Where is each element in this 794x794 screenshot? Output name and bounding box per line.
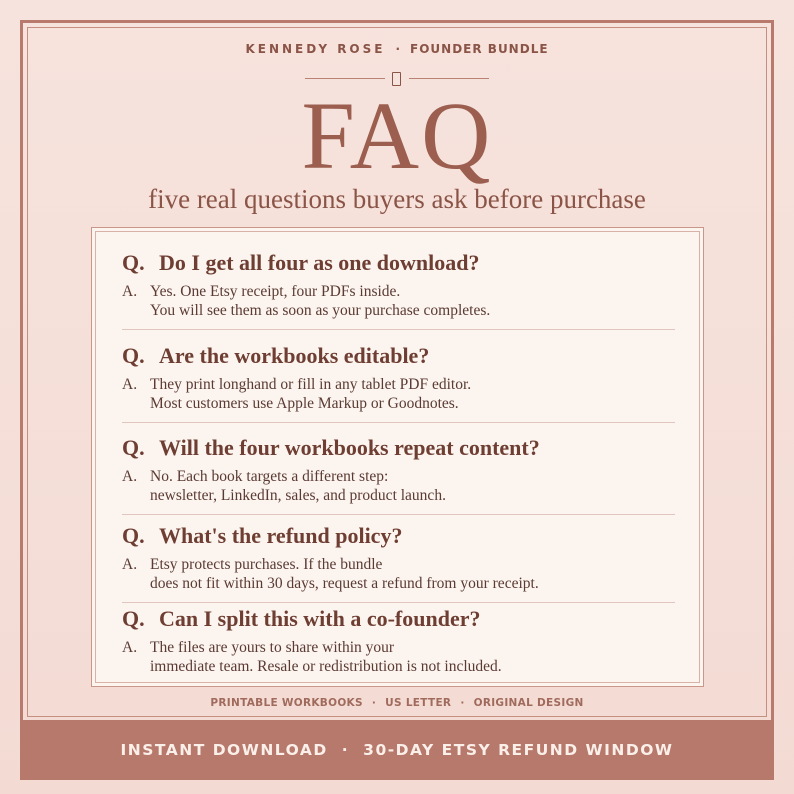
page-subtitle: five real questions buyers ask before purchase xyxy=(148,184,646,214)
answer-line: The files are yours to share within your xyxy=(150,639,395,656)
answer-line: They print longhand or fill in any tablet PDF editor. xyxy=(150,376,472,393)
faq-item xyxy=(122,523,675,603)
question-text: Will the four workbooks repeat content? xyxy=(159,435,540,460)
answer-line: immediate team. Resale or redistribution is not included. xyxy=(150,658,502,675)
answer-label: A. xyxy=(122,283,138,300)
faq-question xyxy=(122,435,540,461)
question-text: What's the refund policy? xyxy=(159,523,403,548)
answer-line: Yes. One Etsy receipt, four PDFs inside. xyxy=(150,283,401,300)
answer-line: newsletter, LinkedIn, sales, and product launch. xyxy=(150,487,446,504)
brand-separator: · xyxy=(395,42,401,56)
faq-question xyxy=(122,343,429,369)
answer-line: does not fit within 30 days, request a refund from your receipt. xyxy=(150,575,539,592)
faq-question xyxy=(122,523,402,549)
feature-item: ORIGINAL DESIGN xyxy=(473,697,584,709)
feature-separator: · xyxy=(460,697,465,709)
banner-separator: · xyxy=(341,741,350,759)
answer-line: Etsy protects purchases. If the bundle xyxy=(150,556,383,573)
ornament-line-left xyxy=(305,78,385,79)
question-label: Q. xyxy=(122,606,145,631)
faq-panel xyxy=(91,227,704,687)
faq-item xyxy=(122,435,675,515)
answer-line: No. Each book targets a different step: xyxy=(150,468,389,485)
feature-item: US LETTER xyxy=(385,697,452,709)
question-text: Can I split this with a co-founder? xyxy=(159,606,481,631)
page-title: FAQ xyxy=(301,82,493,189)
answer-label: A. xyxy=(122,639,138,656)
question-label: Q. xyxy=(122,523,145,548)
answer-label: A. xyxy=(122,556,138,573)
faq-item xyxy=(122,343,675,423)
question-label: Q. xyxy=(122,343,145,368)
faq-question xyxy=(122,606,480,632)
brand-name: KENNEDY ROSE xyxy=(245,42,386,56)
question-label: Q. xyxy=(122,435,145,460)
banner-refund: 30-DAY ETSY REFUND WINDOW xyxy=(363,741,674,759)
answer-label: A. xyxy=(122,468,138,485)
question-text: Are the workbooks editable? xyxy=(159,343,430,368)
faq-item xyxy=(122,606,675,686)
answer-line: You will see them as soon as your purchase completes. xyxy=(150,302,491,319)
feature-list xyxy=(0,697,794,709)
answer-label: A. xyxy=(122,376,138,393)
banner-download: INSTANT DOWNLOAD xyxy=(120,741,328,759)
faq-question xyxy=(122,250,479,276)
faq-item xyxy=(122,250,675,330)
feature-separator: · xyxy=(371,697,377,709)
feature-item: PRINTABLE WORKBOOKS xyxy=(210,697,363,709)
question-text: Do I get all four as one download? xyxy=(159,250,480,275)
product-name: FOUNDER BUNDLE xyxy=(410,42,549,56)
brand-line xyxy=(0,42,794,56)
question-label: Q. xyxy=(122,250,145,275)
bottom-banner xyxy=(20,720,774,780)
ornament-line-right xyxy=(409,78,489,79)
answer-line: Most customers use Apple Markup or Goodnotes. xyxy=(150,395,459,412)
